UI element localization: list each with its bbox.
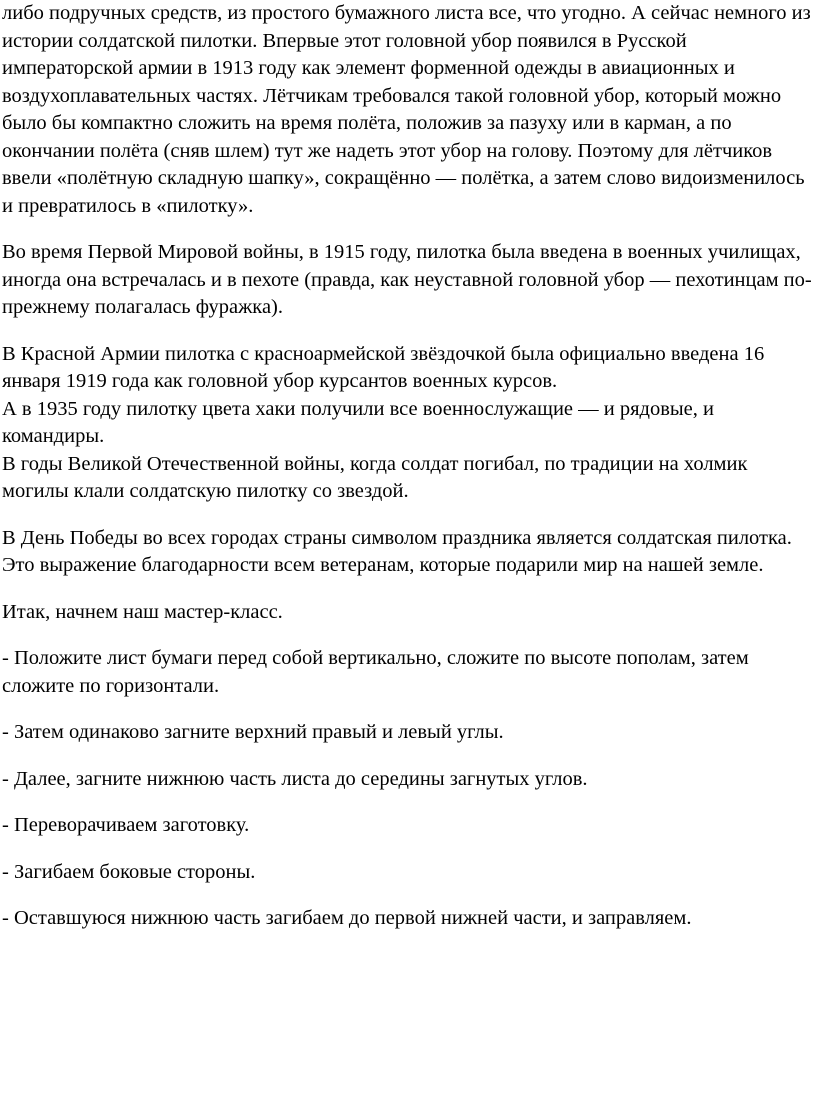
step-item: - Положите лист бумаги перед собой вертикально, сложите по высоте пополам, затем сложите по горизонтали. bbox=[2, 647, 749, 697]
khaki-paragraph: А в 1935 году пилотку цвета хаки получили все военнослужащие — и рядовые, и командиры. bbox=[2, 397, 714, 447]
step-item: - Загибаем боковые стороны. bbox=[2, 860, 256, 883]
history-paragraph: либо подручных средств, из простого бумажного листа все, что угодно. А сейчас немного из истории солдатской пилотки. Впервые этот головной убор появился в Русской императорской армии в 1913 году как элемент форменной одежды в авиационных и воздухоплавательных частях. Лётчикам требовался такой головной убор, который можно было бы компактно сложить на время полёта, положив за пазуху или в карман, а по окончании полёта (сняв шлем) тут же надеть этот убор на голову. Поэтому для лётчиков ввели «полётную складную шапку», сокращённо — полётка, а затем слово видоизменилось и превратилось в «пилотку». bbox=[2, 2, 811, 217]
step-item: - Оставшуюся нижнюю часть загибаем до первой нижней части, и заправляем. bbox=[2, 907, 692, 929]
victory-day-paragraph: В День Победы во всех городах страны символом праздника является солдатская пилотка. Это выражение благодарности всем ветеранам, которые подарили мир на нашей земле. bbox=[2, 526, 792, 576]
red-army-paragraph: В Красной Армии пилотка с красноармейской звёздочкой была официально введена 16 января 1919 года как головной убор курсантов военных курсов. bbox=[2, 342, 765, 392]
step-item: - Далее, загните нижнюю часть листа до середины загнутых углов. bbox=[2, 767, 588, 790]
step-item: - Затем одинаково загните верхний правый и левый углы. bbox=[2, 721, 504, 743]
masterclass-intro: Итак, начнем наш мастер-класс. bbox=[2, 600, 283, 623]
ww1-paragraph: Во время Первой Мировой войны, в 1915 году, пилотка была введена в военных училищах, иногда она встречалась и в пехоте (правда, как неуставной головной убор — пехотинцам по-прежнему полагалась фуражка). bbox=[2, 241, 812, 318]
step-item: - Переворачиваем заготовку. bbox=[2, 814, 250, 836]
ww2-paragraph: В годы Великой Отечественной войны, когда солдат погибал, по традиции на холмик могилы клали солдатскую пилотку со звездой. bbox=[2, 452, 748, 502]
